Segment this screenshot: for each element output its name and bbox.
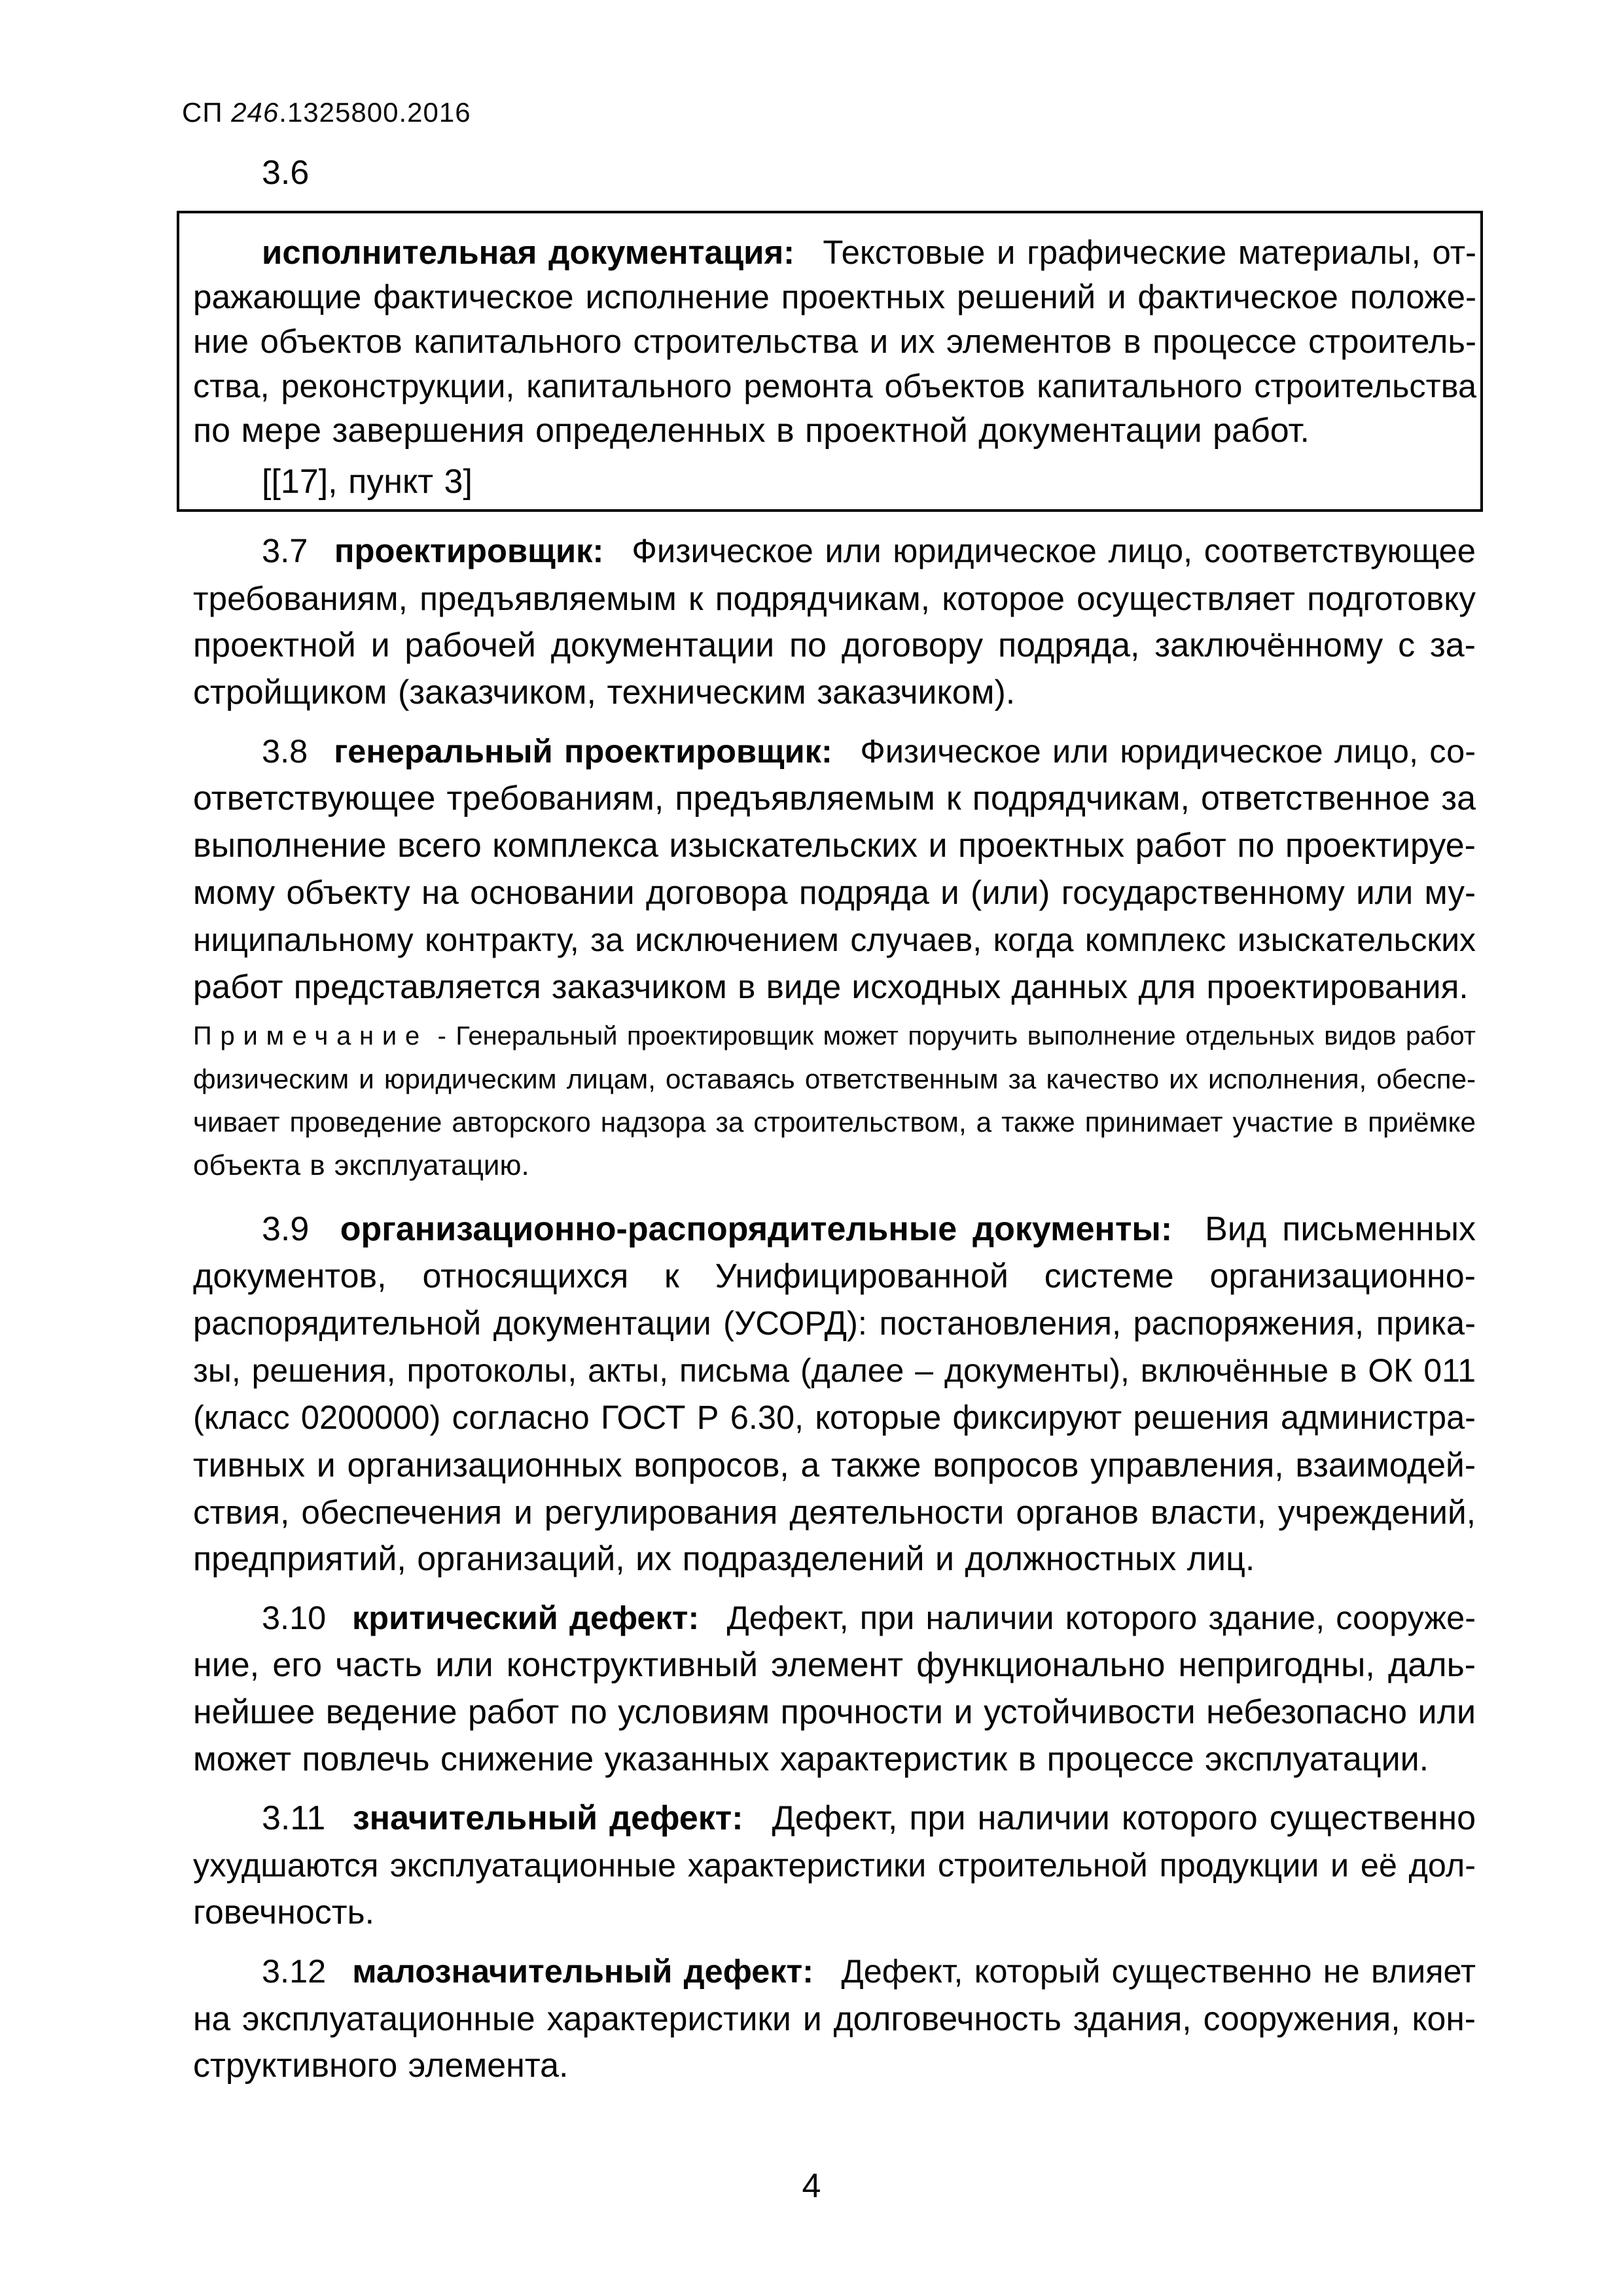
clause-3-8 — [193, 728, 1476, 1011]
reference-line: [[17], пункт 3] — [262, 463, 473, 501]
text-line: (класс 0200000) согласно ГОСТ Р 6.30, которые фиксируют решения администра- — [193, 1399, 1476, 1436]
doc-code-suffix: .1325800.2016 — [279, 97, 471, 128]
clause-term: организационно-распорядительные документы: — [340, 1210, 1173, 1248]
clause-number: 3.8 — [262, 732, 308, 770]
text-line — [193, 528, 1476, 575]
note — [193, 1014, 1476, 1187]
clause-text: Дефект, при наличии которого здание, сооруже- — [726, 1599, 1476, 1636]
definition-text: Текстовые и графические материалы, от- — [823, 234, 1476, 271]
clause-number: 3.11 — [262, 1799, 326, 1837]
text-line: ответствующее требованиям, предъявляемым к подрядчикам, ответственное за — [193, 780, 1476, 817]
clause-text: Дефект, который существенно не влияет — [841, 1952, 1476, 1990]
text-line: мому объекту на основании договора подряда и (или) государственному или му- — [193, 874, 1476, 911]
note-label: Примечание — [193, 1022, 428, 1050]
text-line: зы, решения, протоколы, акты, письма (далее – документы), включённые в ОК 011 — [193, 1352, 1476, 1389]
clause-number: 3.12 — [262, 1952, 327, 1990]
text-line — [193, 230, 1476, 275]
text-line — [193, 1014, 1476, 1058]
clause-body-lines — [193, 775, 1476, 1011]
text-line: требованиям, предъявляемым к подрядчикам, которое осуществляет подготовку — [193, 579, 1476, 617]
doc-code-prefix: СП — [182, 97, 223, 128]
document-body — [193, 211, 1476, 2089]
note-text: - Генеральный проектировщик может поручить выполнение отдельных видов работ — [437, 1022, 1476, 1050]
clause-body-lines — [193, 1641, 1476, 1783]
text-line: объекта в эксплуатацию. — [193, 1149, 529, 1181]
page-number: 4 — [802, 2167, 821, 2205]
clause-body-lines — [193, 575, 1476, 716]
clause-term: значительный дефект: — [352, 1799, 743, 1837]
text-line: структивного элемента. — [193, 2047, 569, 2085]
text-line: чивает проведение авторского надзора за строительством, а также принимает участие в приёмке — [193, 1107, 1476, 1138]
clause-text: Вид письменных — [1205, 1210, 1476, 1248]
definition-term: исполнительная документация: — [262, 234, 795, 271]
clause-term: критический дефект: — [352, 1599, 700, 1636]
text-line — [193, 1206, 1476, 1253]
text-line: выполнение всего комплекса изыскательских и проектных работ по проектируе- — [193, 827, 1476, 865]
text-line: ства, реконструкции, капитального ремонта объектов капитального строительства — [193, 367, 1476, 404]
clause-text: Физическое или юридическое лицо, со- — [860, 732, 1476, 770]
text-line: ражающие фактическое исполнение проектных решений и фактическое положе- — [193, 278, 1476, 315]
text-line: предприятий, организаций, их подразделений и должностных лиц. — [193, 1540, 1255, 1578]
clause-number: 3.7 — [262, 532, 308, 569]
text-line: нейшее ведение работ по условиям прочности и устойчивости небезопасно или — [193, 1693, 1476, 1731]
text-line: работ представляется заказчиком в виде исходных данных для проектирования. — [193, 968, 1469, 1005]
clause-3-7 — [193, 528, 1476, 716]
doc-code-number: 246 — [231, 97, 279, 128]
text-line — [193, 1948, 1476, 1995]
clause-3-10 — [193, 1594, 1476, 1783]
text-line — [193, 1594, 1476, 1641]
text-line — [193, 728, 1476, 775]
clause-body-lines — [193, 1995, 1476, 2089]
clause-body-lines — [193, 1253, 1476, 1583]
clause-number: 3.10 — [262, 1599, 327, 1636]
text-line: тивных и организационных вопросов, а также вопросов управления, взаимодей- — [193, 1446, 1476, 1484]
text-line: по мере завершения определенных в проектной документации работ. — [193, 412, 1310, 450]
text-line: говечность. — [193, 1893, 375, 1931]
clause-body-lines — [193, 1842, 1476, 1936]
text-line: ние объектов капитального строительства и их элементов в процессе строитель- — [193, 323, 1476, 360]
clause-term: генеральный проектировщик: — [334, 732, 832, 770]
clause-text: Дефект, при наличии которого существенно — [772, 1799, 1476, 1837]
text-line: ухудшаются эксплуатационные характеристики строительной продукции и её дол- — [193, 1846, 1476, 1884]
clause-text: Физическое или юридическое лицо, соответствующее — [632, 532, 1476, 569]
text-line: физическим и юридическим лицам, оставаясь ответственным за качество их исполнения, обеспе- — [193, 1064, 1476, 1094]
clause-3-9 — [193, 1206, 1476, 1583]
clause-number: 3.9 — [262, 1210, 310, 1248]
text-line: ствия, обеспечения и регулирования деятельности органов власти, учреждений, — [193, 1493, 1476, 1531]
text-line: на эксплуатационные характеристики и долговечность здания, сооружения, кон- — [193, 2000, 1476, 2037]
note-body-lines — [193, 1058, 1476, 1187]
clause-term: проектировщик: — [334, 532, 604, 569]
clause-term: малозначительный дефект: — [352, 1952, 813, 1990]
definition-box — [177, 211, 1483, 512]
definition-body-lines — [193, 275, 1476, 453]
clause-3-11 — [193, 1795, 1476, 1936]
text-line: ниципальному контракту, за исключением случаев, когда комплекс изыскательских — [193, 922, 1476, 958]
text-line: распорядительной документации (УСОРД): постановления, распоряжения, прика- — [193, 1304, 1476, 1342]
text-line: проектной и рабочей документации по договору подряда, заключённому с за- — [193, 626, 1476, 664]
text-line: ние, его часть или конструктивный элемент функционально непригодны, даль- — [193, 1646, 1476, 1684]
clause-3-12 — [193, 1948, 1476, 2089]
text-line — [193, 1795, 1476, 1842]
doc-code — [182, 96, 471, 130]
clause-number-3-6: 3.6 — [262, 154, 310, 192]
text-line: документов, относящихся к Унифицированной системе организационно- — [193, 1257, 1476, 1295]
text-line: стройщиком (заказчиком, техническим заказчиком). — [193, 673, 1016, 711]
text-line: может повлечь снижение указанных характеристик в процессе эксплуатации. — [193, 1740, 1429, 1778]
